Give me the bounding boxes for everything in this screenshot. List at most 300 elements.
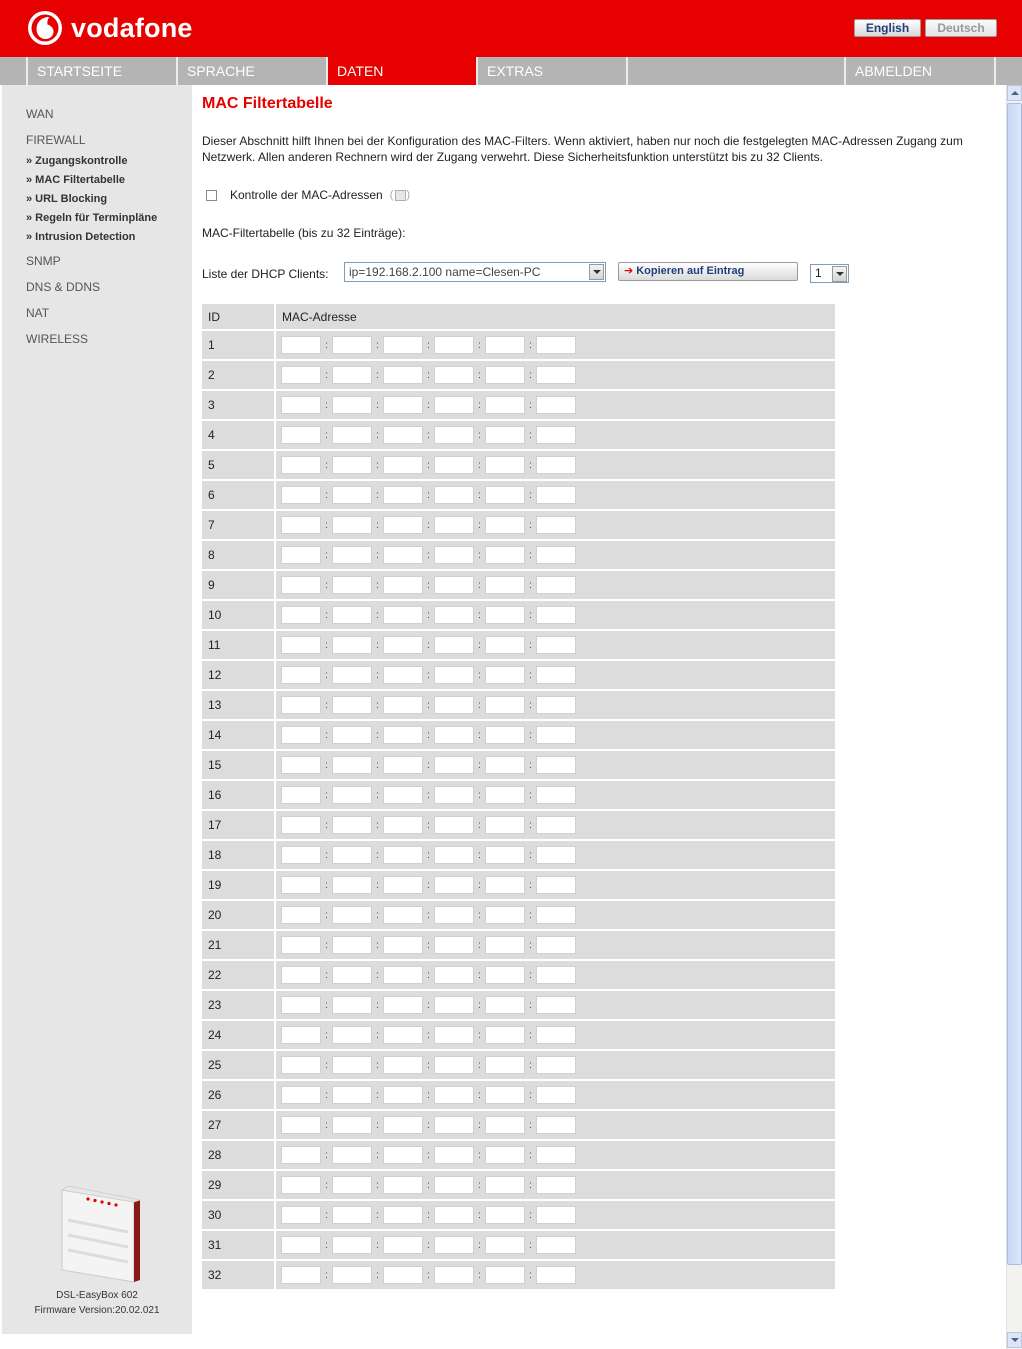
mac-separator: : xyxy=(529,909,532,921)
mac-octet-input[interactable] xyxy=(434,426,474,444)
copy-to-entry-button[interactable] xyxy=(618,262,798,281)
mac-octet-input[interactable] xyxy=(383,1266,423,1284)
scroll-up-button[interactable] xyxy=(1007,85,1022,101)
mac-separator: : xyxy=(427,399,430,411)
mac-separator: : xyxy=(376,399,379,411)
mac-octet-input[interactable] xyxy=(485,756,525,774)
mac-octet-input[interactable] xyxy=(485,1026,525,1044)
mac-address-cell xyxy=(275,1230,835,1260)
mac-octet-input[interactable] xyxy=(536,486,576,504)
row-id: 21 xyxy=(202,930,275,960)
mac-separator: : xyxy=(376,909,379,921)
mac-octet-input[interactable] xyxy=(383,336,423,354)
mac-separator: : xyxy=(376,1059,379,1071)
vertical-scrollbar[interactable] xyxy=(1006,85,1022,1349)
mac-octet-input[interactable] xyxy=(383,1206,423,1224)
mac-octet-input[interactable] xyxy=(536,516,576,534)
mac-octet-input[interactable] xyxy=(281,906,321,924)
sidebar-sub-regeln-terminplaene[interactable]: » Regeln für Terminpläne xyxy=(26,212,158,224)
mac-separator: : xyxy=(478,699,481,711)
main-content xyxy=(192,85,1006,1349)
mac-octet-input[interactable] xyxy=(536,1206,576,1224)
mac-address-cell xyxy=(275,810,835,840)
mac-octet-input[interactable] xyxy=(383,726,423,744)
mac-separator: : xyxy=(427,369,430,381)
mac-octet-input[interactable] xyxy=(485,366,525,384)
mac-octet-input[interactable] xyxy=(383,606,423,624)
mac-octet-input[interactable] xyxy=(536,846,576,864)
language-english-button[interactable]: English xyxy=(854,19,921,37)
mac-octet-input[interactable] xyxy=(434,696,474,714)
mac-octet-input[interactable] xyxy=(383,696,423,714)
mac-separator: : xyxy=(325,1089,328,1101)
sidebar-item-wireless[interactable]: WIRELESS xyxy=(26,332,89,346)
mac-octet-input[interactable] xyxy=(536,966,576,984)
dhcp-clients-label: Liste der DHCP Clients: xyxy=(202,267,329,281)
mac-separator: : xyxy=(427,909,430,921)
mac-octet-input[interactable] xyxy=(281,516,321,534)
mac-octet-input[interactable] xyxy=(434,726,474,744)
mac-separator: : xyxy=(376,369,379,381)
table-header-row xyxy=(202,304,835,330)
mac-octet-input[interactable] xyxy=(383,426,423,444)
mac-separator: : xyxy=(325,1059,328,1071)
mac-separator: : xyxy=(478,909,481,921)
dhcp-clients-select[interactable] xyxy=(344,262,606,282)
mac-octet-input[interactable] xyxy=(332,846,372,864)
mac-octet-input[interactable] xyxy=(434,936,474,954)
mac-octet-input[interactable] xyxy=(536,996,576,1014)
scroll-down-button[interactable] xyxy=(1007,1332,1022,1348)
mac-octet-input[interactable] xyxy=(383,516,423,534)
mac-octet-input[interactable] xyxy=(332,636,372,654)
mac-octet-input[interactable] xyxy=(281,366,321,384)
mac-octet-input[interactable] xyxy=(281,1266,321,1284)
entry-number-select[interactable] xyxy=(810,264,849,283)
mac-octet-input[interactable] xyxy=(485,456,525,474)
mac-octet-input[interactable] xyxy=(281,816,321,834)
mac-separator: : xyxy=(529,369,532,381)
language-deutsch-button[interactable]: Deutsch xyxy=(925,19,997,37)
nav-spacer xyxy=(0,57,28,85)
mac-octet-input[interactable] xyxy=(434,966,474,984)
table-row xyxy=(202,720,835,750)
mac-octet-input[interactable] xyxy=(383,936,423,954)
mac-separator: : xyxy=(427,579,430,591)
row-id: 3 xyxy=(202,390,275,420)
mac-octet-input[interactable] xyxy=(281,426,321,444)
mac-octet-input[interactable] xyxy=(383,396,423,414)
nav-item-startseite[interactable]: STARTSEITE xyxy=(28,57,178,85)
mac-octet-input[interactable] xyxy=(536,606,576,624)
mac-octet-input[interactable] xyxy=(281,666,321,684)
mac-octet-input[interactable] xyxy=(536,816,576,834)
table-row xyxy=(202,420,835,450)
mac-octet-input[interactable] xyxy=(281,576,321,594)
mac-octet-input[interactable] xyxy=(485,846,525,864)
row-id: 30 xyxy=(202,1200,275,1230)
mac-octet-input[interactable] xyxy=(434,516,474,534)
table-row xyxy=(202,1200,835,1230)
table-row xyxy=(202,810,835,840)
mac-octet-input[interactable] xyxy=(536,456,576,474)
mac-octet-input[interactable] xyxy=(485,546,525,564)
mac-separator: : xyxy=(325,1029,328,1041)
mac-octet-input[interactable] xyxy=(434,1086,474,1104)
mac-octet-input[interactable] xyxy=(332,1116,372,1134)
mac-octet-input[interactable] xyxy=(536,786,576,804)
mac-octet-input[interactable] xyxy=(536,876,576,894)
mac-octet-input[interactable] xyxy=(281,846,321,864)
mac-octet-input[interactable] xyxy=(485,606,525,624)
sidebar-sub-intrusion-detection[interactable]: » Intrusion Detection xyxy=(26,231,136,243)
mac-octet-input[interactable] xyxy=(536,366,576,384)
mac-octet-input[interactable] xyxy=(383,1176,423,1194)
mac-octet-input[interactable] xyxy=(536,1266,576,1284)
table-row xyxy=(202,660,835,690)
mac-octet-input[interactable] xyxy=(434,366,474,384)
mac-octet-input[interactable] xyxy=(485,636,525,654)
mac-octet-input[interactable] xyxy=(485,1236,525,1254)
mac-octet-input[interactable] xyxy=(536,1236,576,1254)
mac-octet-input[interactable] xyxy=(332,396,372,414)
mac-octet-input[interactable] xyxy=(281,1056,321,1074)
mac-octet-input[interactable] xyxy=(332,456,372,474)
row-id: 19 xyxy=(202,870,275,900)
mac-octet-input[interactable] xyxy=(383,486,423,504)
mac-octet-input[interactable] xyxy=(434,666,474,684)
row-id: 32 xyxy=(202,1260,275,1290)
mac-octet-input[interactable] xyxy=(434,336,474,354)
mac-octet-input[interactable] xyxy=(332,336,372,354)
mac-address-cell xyxy=(275,390,835,420)
mac-octet-input[interactable] xyxy=(383,1146,423,1164)
mac-control-label: Kontrolle der MAC-Adressen xyxy=(230,188,383,202)
mac-octet-input[interactable] xyxy=(536,336,576,354)
mac-octet-input[interactable] xyxy=(281,996,321,1014)
mac-octet-input[interactable] xyxy=(332,786,372,804)
sidebar-item-firewall[interactable]: FIREWALL xyxy=(26,133,86,147)
mac-octet-input[interactable] xyxy=(485,396,525,414)
mac-octet-input[interactable] xyxy=(383,1056,423,1074)
mac-octet-input[interactable] xyxy=(434,906,474,924)
mac-octet-input[interactable] xyxy=(332,1026,372,1044)
mac-octet-input[interactable] xyxy=(485,1056,525,1074)
mac-octet-input[interactable] xyxy=(536,906,576,924)
mac-octet-input[interactable] xyxy=(434,1026,474,1044)
mac-octet-input[interactable] xyxy=(281,456,321,474)
mac-octet-input[interactable] xyxy=(434,606,474,624)
mac-octet-input[interactable] xyxy=(536,936,576,954)
mac-separator: : xyxy=(376,519,379,531)
mac-octet-input[interactable] xyxy=(281,936,321,954)
mac-separator: : xyxy=(376,549,379,561)
mac-octet-input[interactable] xyxy=(485,1146,525,1164)
mac-separator: : xyxy=(376,639,379,651)
mac-octet-input[interactable] xyxy=(332,696,372,714)
mac-separator: : xyxy=(325,1269,328,1281)
mac-octet-input[interactable] xyxy=(383,756,423,774)
mac-octet-input[interactable] xyxy=(332,606,372,624)
mac-octet-input[interactable] xyxy=(434,576,474,594)
mac-octet-input[interactable] xyxy=(434,876,474,894)
mac-octet-input[interactable] xyxy=(434,1056,474,1074)
nav-item-abmelden[interactable]: ABMELDEN xyxy=(846,57,996,85)
mac-separator: : xyxy=(376,459,379,471)
mac-separator: : xyxy=(529,639,532,651)
mac-separator: : xyxy=(325,369,328,381)
mac-octet-input[interactable] xyxy=(485,1086,525,1104)
mac-octet-input[interactable] xyxy=(332,1236,372,1254)
paren-right: ) xyxy=(406,189,411,201)
mac-octet-input[interactable] xyxy=(383,816,423,834)
mac-octet-input[interactable] xyxy=(434,786,474,804)
mac-octet-input[interactable] xyxy=(536,546,576,564)
mac-octet-input[interactable] xyxy=(332,486,372,504)
mac-separator: : xyxy=(529,849,532,861)
mac-octet-input[interactable] xyxy=(332,516,372,534)
mac-address-cell xyxy=(275,1200,835,1230)
mac-separator: : xyxy=(325,549,328,561)
mac-octet-input[interactable] xyxy=(485,906,525,924)
mac-separator: : xyxy=(478,1209,481,1221)
mac-octet-input[interactable] xyxy=(281,876,321,894)
mac-octet-input[interactable] xyxy=(536,1116,576,1134)
mac-octet-input[interactable] xyxy=(434,1236,474,1254)
mac-separator: : xyxy=(325,429,328,441)
mac-octet-input[interactable] xyxy=(434,546,474,564)
mac-octet-input[interactable] xyxy=(485,816,525,834)
mac-octet-input[interactable] xyxy=(434,1176,474,1194)
mac-octet-input[interactable] xyxy=(383,666,423,684)
mac-octet-input[interactable] xyxy=(434,396,474,414)
mac-octet-input[interactable] xyxy=(536,666,576,684)
mac-octet-input[interactable] xyxy=(485,876,525,894)
mac-octet-input[interactable] xyxy=(332,426,372,444)
mac-octet-input[interactable] xyxy=(434,1146,474,1164)
mac-octet-input[interactable] xyxy=(281,546,321,564)
mac-octet-input[interactable] xyxy=(332,996,372,1014)
mac-octet-input[interactable] xyxy=(434,756,474,774)
sidebar-sub-zugangskontrolle[interactable]: » Zugangskontrolle xyxy=(26,155,128,167)
nav-item-daten[interactable]: DATEN xyxy=(328,57,478,85)
mac-octet-input[interactable] xyxy=(485,426,525,444)
mac-separator: : xyxy=(376,1029,379,1041)
mac-octet-input[interactable] xyxy=(332,906,372,924)
mac-octet-input[interactable] xyxy=(536,696,576,714)
mac-separator: : xyxy=(478,519,481,531)
mac-octet-input[interactable] xyxy=(332,666,372,684)
mac-octet-input[interactable] xyxy=(281,1176,321,1194)
mac-octet-input[interactable] xyxy=(383,1086,423,1104)
mac-octet-input[interactable] xyxy=(485,1116,525,1134)
scrollbar-thumb[interactable] xyxy=(1007,103,1022,1265)
mac-octet-input[interactable] xyxy=(281,1116,321,1134)
mac-octet-input[interactable] xyxy=(281,606,321,624)
mac-separator: : xyxy=(376,429,379,441)
mac-address-cell xyxy=(275,780,835,810)
mac-octet-input[interactable] xyxy=(383,786,423,804)
mac-octet-input[interactable] xyxy=(485,996,525,1014)
mac-octet-input[interactable] xyxy=(332,936,372,954)
mac-octet-input[interactable] xyxy=(485,786,525,804)
mac-octet-input[interactable] xyxy=(383,846,423,864)
mac-octet-input[interactable] xyxy=(332,966,372,984)
mac-separator: : xyxy=(478,969,481,981)
mac-octet-input[interactable] xyxy=(332,726,372,744)
mac-octet-input[interactable] xyxy=(485,576,525,594)
mac-separator: : xyxy=(325,909,328,921)
mac-octet-input[interactable] xyxy=(383,876,423,894)
mac-separator: : xyxy=(529,579,532,591)
mac-octet-input[interactable] xyxy=(332,876,372,894)
mac-octet-input[interactable] xyxy=(332,576,372,594)
row-id: 13 xyxy=(202,690,275,720)
mac-octet-input[interactable] xyxy=(332,1266,372,1284)
mac-separator: : xyxy=(478,1269,481,1281)
mac-octet-input[interactable] xyxy=(536,1176,576,1194)
mac-octet-input[interactable] xyxy=(281,966,321,984)
mac-octet-input[interactable] xyxy=(332,1206,372,1224)
mac-octet-input[interactable] xyxy=(536,1026,576,1044)
mac-separator: : xyxy=(478,1119,481,1131)
mac-octet-input[interactable] xyxy=(281,336,321,354)
mac-octet-input[interactable] xyxy=(434,486,474,504)
mac-octet-input[interactable] xyxy=(536,576,576,594)
mac-octet-input[interactable] xyxy=(485,696,525,714)
mac-octet-input[interactable] xyxy=(281,396,321,414)
entry-number-select-value: 1 xyxy=(815,266,822,280)
mac-octet-input[interactable] xyxy=(485,1206,525,1224)
mac-octet-input[interactable] xyxy=(434,816,474,834)
mac-octet-input[interactable] xyxy=(383,366,423,384)
mac-octet-input[interactable] xyxy=(383,996,423,1014)
mac-octet-input[interactable] xyxy=(434,996,474,1014)
mac-octet-input[interactable] xyxy=(485,666,525,684)
mac-separator: : xyxy=(427,789,430,801)
mac-octet-input[interactable] xyxy=(536,426,576,444)
mac-octet-input[interactable] xyxy=(485,516,525,534)
row-id: 26 xyxy=(202,1080,275,1110)
mac-octet-input[interactable] xyxy=(332,1146,372,1164)
mac-octet-input[interactable] xyxy=(536,1086,576,1104)
mac-separator: : xyxy=(478,789,481,801)
mac-octet-input[interactable] xyxy=(383,456,423,474)
table-row xyxy=(202,900,835,930)
mac-octet-input[interactable] xyxy=(281,636,321,654)
mac-octet-input[interactable] xyxy=(485,1266,525,1284)
mac-octet-input[interactable] xyxy=(281,1086,321,1104)
mac-octet-input[interactable] xyxy=(485,936,525,954)
mac-octet-input[interactable] xyxy=(281,696,321,714)
mac-octet-input[interactable] xyxy=(332,1176,372,1194)
mac-octet-input[interactable] xyxy=(383,636,423,654)
mac-octet-input[interactable] xyxy=(281,1146,321,1164)
mac-octet-input[interactable] xyxy=(383,1236,423,1254)
mac-octet-input[interactable] xyxy=(536,396,576,414)
mac-octet-input[interactable] xyxy=(536,636,576,654)
mac-control-checkbox[interactable] xyxy=(206,190,217,201)
mac-octet-input[interactable] xyxy=(536,756,576,774)
sidebar-item-snmp[interactable]: SNMP xyxy=(26,254,61,268)
sidebar-item-nat[interactable]: NAT xyxy=(26,306,50,320)
mac-separator: : xyxy=(478,879,481,891)
mac-separator: : xyxy=(427,1119,430,1131)
mac-octet-input[interactable] xyxy=(332,1056,372,1074)
mac-octet-input[interactable] xyxy=(383,1116,423,1134)
mac-octet-input[interactable] xyxy=(434,636,474,654)
arrow-right-icon: ➔ xyxy=(624,265,634,277)
mac-octet-input[interactable] xyxy=(332,756,372,774)
table-row xyxy=(202,540,835,570)
mac-octet-input[interactable] xyxy=(434,846,474,864)
mac-octet-input[interactable] xyxy=(281,756,321,774)
vodafone-logo[interactable] xyxy=(28,10,193,46)
mac-address-cell xyxy=(275,930,835,960)
sidebar-sub-mac-filtertabelle[interactable]: » MAC Filtertabelle xyxy=(26,174,126,186)
sidebar-item-wan[interactable]: WAN xyxy=(26,107,54,121)
mac-octet-input[interactable] xyxy=(281,1236,321,1254)
mac-octet-input[interactable] xyxy=(332,366,372,384)
mac-octet-input[interactable] xyxy=(281,1026,321,1044)
table-row xyxy=(202,600,835,630)
mac-octet-input[interactable] xyxy=(281,726,321,744)
mac-octet-input[interactable] xyxy=(536,1056,576,1074)
mac-octet-input[interactable] xyxy=(281,1206,321,1224)
mac-separator: : xyxy=(325,669,328,681)
row-id: 14 xyxy=(202,720,275,750)
mac-separator: : xyxy=(325,1179,328,1191)
mac-octet-input[interactable] xyxy=(281,786,321,804)
mac-octet-input[interactable] xyxy=(536,1146,576,1164)
mac-octet-input[interactable] xyxy=(281,486,321,504)
chevron-down-icon[interactable] xyxy=(832,266,847,282)
mac-octet-input[interactable] xyxy=(434,1116,474,1134)
mac-octet-input[interactable] xyxy=(485,336,525,354)
mac-octet-input[interactable] xyxy=(485,726,525,744)
mac-octet-input[interactable] xyxy=(536,726,576,744)
mac-octet-input[interactable] xyxy=(383,576,423,594)
mac-octet-input[interactable] xyxy=(434,1206,474,1224)
mac-separator: : xyxy=(478,399,481,411)
mac-octet-input[interactable] xyxy=(383,546,423,564)
mac-octet-input[interactable] xyxy=(434,1266,474,1284)
mac-octet-input[interactable] xyxy=(383,1026,423,1044)
mac-octet-input[interactable] xyxy=(485,486,525,504)
mac-octet-input[interactable] xyxy=(332,1086,372,1104)
mac-octet-input[interactable] xyxy=(485,1176,525,1194)
mac-octet-input[interactable] xyxy=(485,966,525,984)
nav-item-sprache[interactable]: SPRACHE xyxy=(178,57,328,85)
mac-octet-input[interactable] xyxy=(332,816,372,834)
mac-octet-input[interactable] xyxy=(383,966,423,984)
nav-item-extras[interactable]: EXTRAS xyxy=(478,57,628,85)
mac-separator: : xyxy=(529,429,532,441)
mac-separator: : xyxy=(427,519,430,531)
chevron-down-icon[interactable] xyxy=(589,264,604,280)
table-row xyxy=(202,450,835,480)
row-id: 9 xyxy=(202,570,275,600)
table-row xyxy=(202,930,835,960)
mac-octet-input[interactable] xyxy=(434,456,474,474)
mac-octet-input[interactable] xyxy=(332,546,372,564)
sidebar-sub-url-blocking[interactable]: » URL Blocking xyxy=(26,193,108,205)
sidebar-item-dns-ddns[interactable]: DNS & DDNS xyxy=(26,280,101,294)
mac-separator: : xyxy=(427,1029,430,1041)
mac-separator: : xyxy=(478,759,481,771)
mac-octet-input[interactable] xyxy=(383,906,423,924)
table-row xyxy=(202,510,835,540)
